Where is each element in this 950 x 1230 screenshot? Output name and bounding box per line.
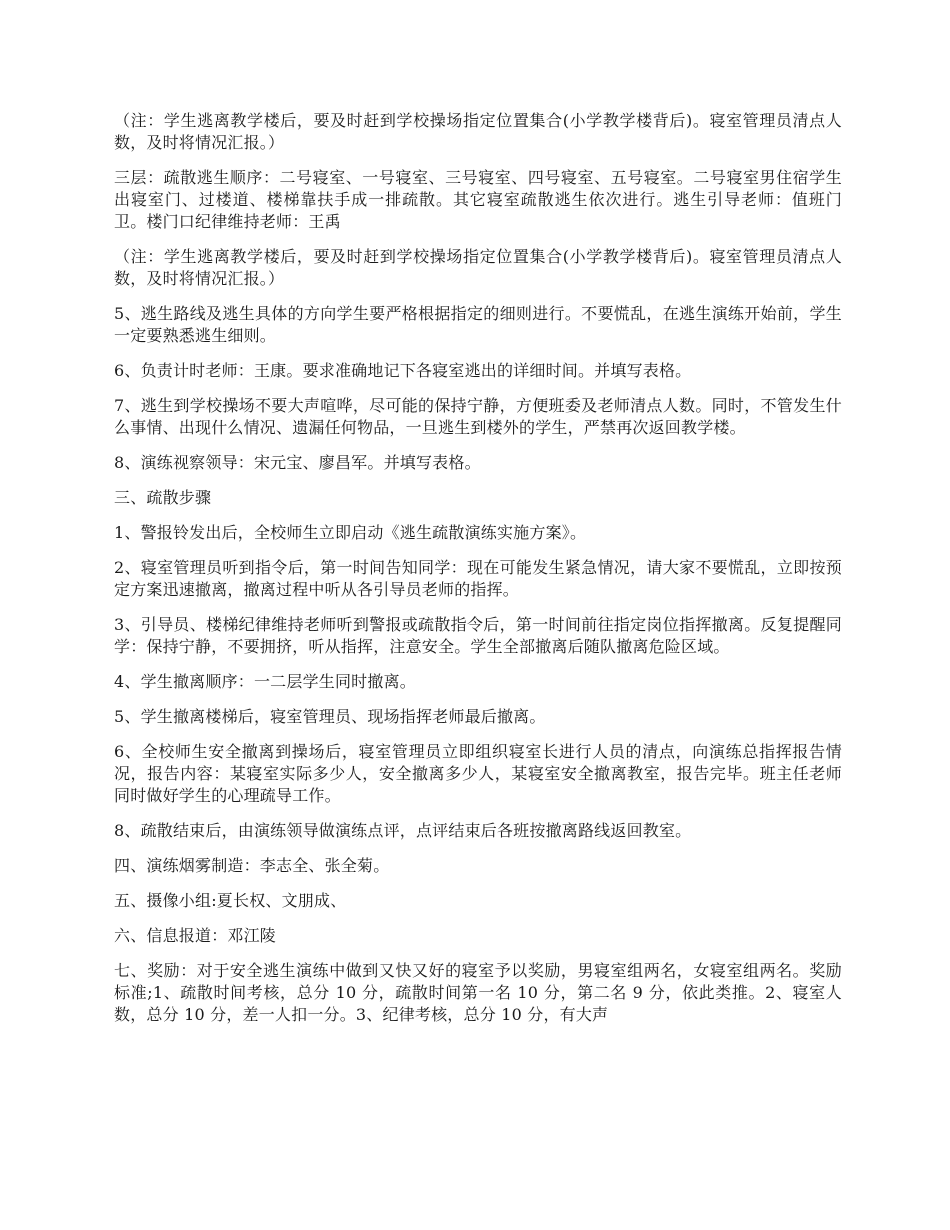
third-floor-paragraph: 三层：疏散逃生顺序：二号寝室、一号寝室、三号寝室、四号寝室、五号寝室。二号寝室男住宿学生出寝室门、过楼道、楼梯靠扶手成一排疏散。其它寝室疏散逃生依次进行。逃生引导老师：值班门卫。楼门口纪律维持老师：王禹: [114, 168, 842, 231]
step-1-paragraph: 1、警报铃发出后，全校师生立即启动《逃生疏散演练实施方案》。: [114, 523, 587, 542]
section-heading-evacuation-steps: 三、疏散步骤: [114, 488, 212, 507]
section-camera-team: 五、摄像小组:夏长权、文朋成、: [114, 891, 347, 910]
section-rewards: 七、奖励：对于安全逃生演练中做到又快又好的寝室予以奖励，男寝室组两名，女寝室组两名。奖励标准;1、疏散时间考核，总分 10 分，疏散时间第一名 10 分，第二名 9 分，依此类推。2、寝室人数，总分 10 分，差一人扣一分。3、纪律考核，总分 10 分，有大声: [114, 961, 842, 1024]
step-2-paragraph: 2、寝室管理员听到指令后，第一时间告知同学：现在可能发生紧急情况，请大家不要慌乱，立即按预定方案迅速撤离，撤离过程中听从各引导员老师的指挥。: [114, 558, 842, 599]
item-7-paragraph: 7、逃生到学校操场不要大声喧哗，尽可能的保持宁静，方便班委及老师清点人数。同时，不管发生什么事情、出现什么情况、遗漏任何物品，一旦逃生到楼外的学生，严禁再次返回教学楼。: [114, 396, 842, 437]
section-smoke-production: 四、演练烟雾制造：李志全、张全菊。: [114, 856, 390, 875]
item-8-paragraph: 8、演练视察领导：宋元宝、廖昌军。并填写表格。: [114, 453, 481, 472]
document-body: [114, 110, 842, 1039]
step-5-paragraph: 5、学生撤离楼梯后，寝室管理员、现场指挥老师最后撤离。: [114, 707, 546, 726]
item-5-paragraph: 5、逃生路线及逃生具体的方向学生要严格根据指定的细则进行。不要慌乱，在逃生演练开始前，学生一定要熟悉逃生细则。: [114, 304, 842, 345]
step-3-paragraph: 3、引导员、楼梯纪律维持老师听到警报或疏散指令后，第一时间前往指定岗位指挥撤离。反复提醒同学：保持宁静，不要拥挤，听从指挥，注意安全。学生全部撤离后随队撤离危险区域。: [114, 615, 842, 656]
step-4-paragraph: 4、学生撤离顺序：一二层学生同时撤离。: [114, 672, 416, 691]
note-paragraph: （注：学生逃离教学楼后，要及时赶到学校操场指定位置集合(小学教学楼背后)。寝室管理员清点人数，及时将情况汇报。）: [114, 111, 842, 152]
item-6-paragraph: 6、负责计时老师：王康。要求准确地记下各寝室逃出的详细时间。并填写表格。: [114, 361, 692, 380]
step-8-paragraph: 8、疏散结束后，由演练领导做演练点评，点评结束后各班按撤离路线返回教室。: [114, 821, 692, 840]
step-6-paragraph: 6、全校师生安全撤离到操场后，寝室管理员立即组织寝室长进行人员的清点，向演练总指挥报告情况，报告内容：某寝室实际多少人，安全撤离多少人，某寝室安全撤离教室，报告完毕。班主任老师同时做好学生的心理疏导工作。: [114, 742, 842, 805]
section-news-report: 六、信息报道：邓江陵: [114, 926, 277, 945]
note-paragraph: （注：学生逃离教学楼后，要及时赶到学校操场指定位置集合(小学教学楼背后)。寝室管理员清点人数，及时将情况汇报。）: [114, 247, 842, 288]
